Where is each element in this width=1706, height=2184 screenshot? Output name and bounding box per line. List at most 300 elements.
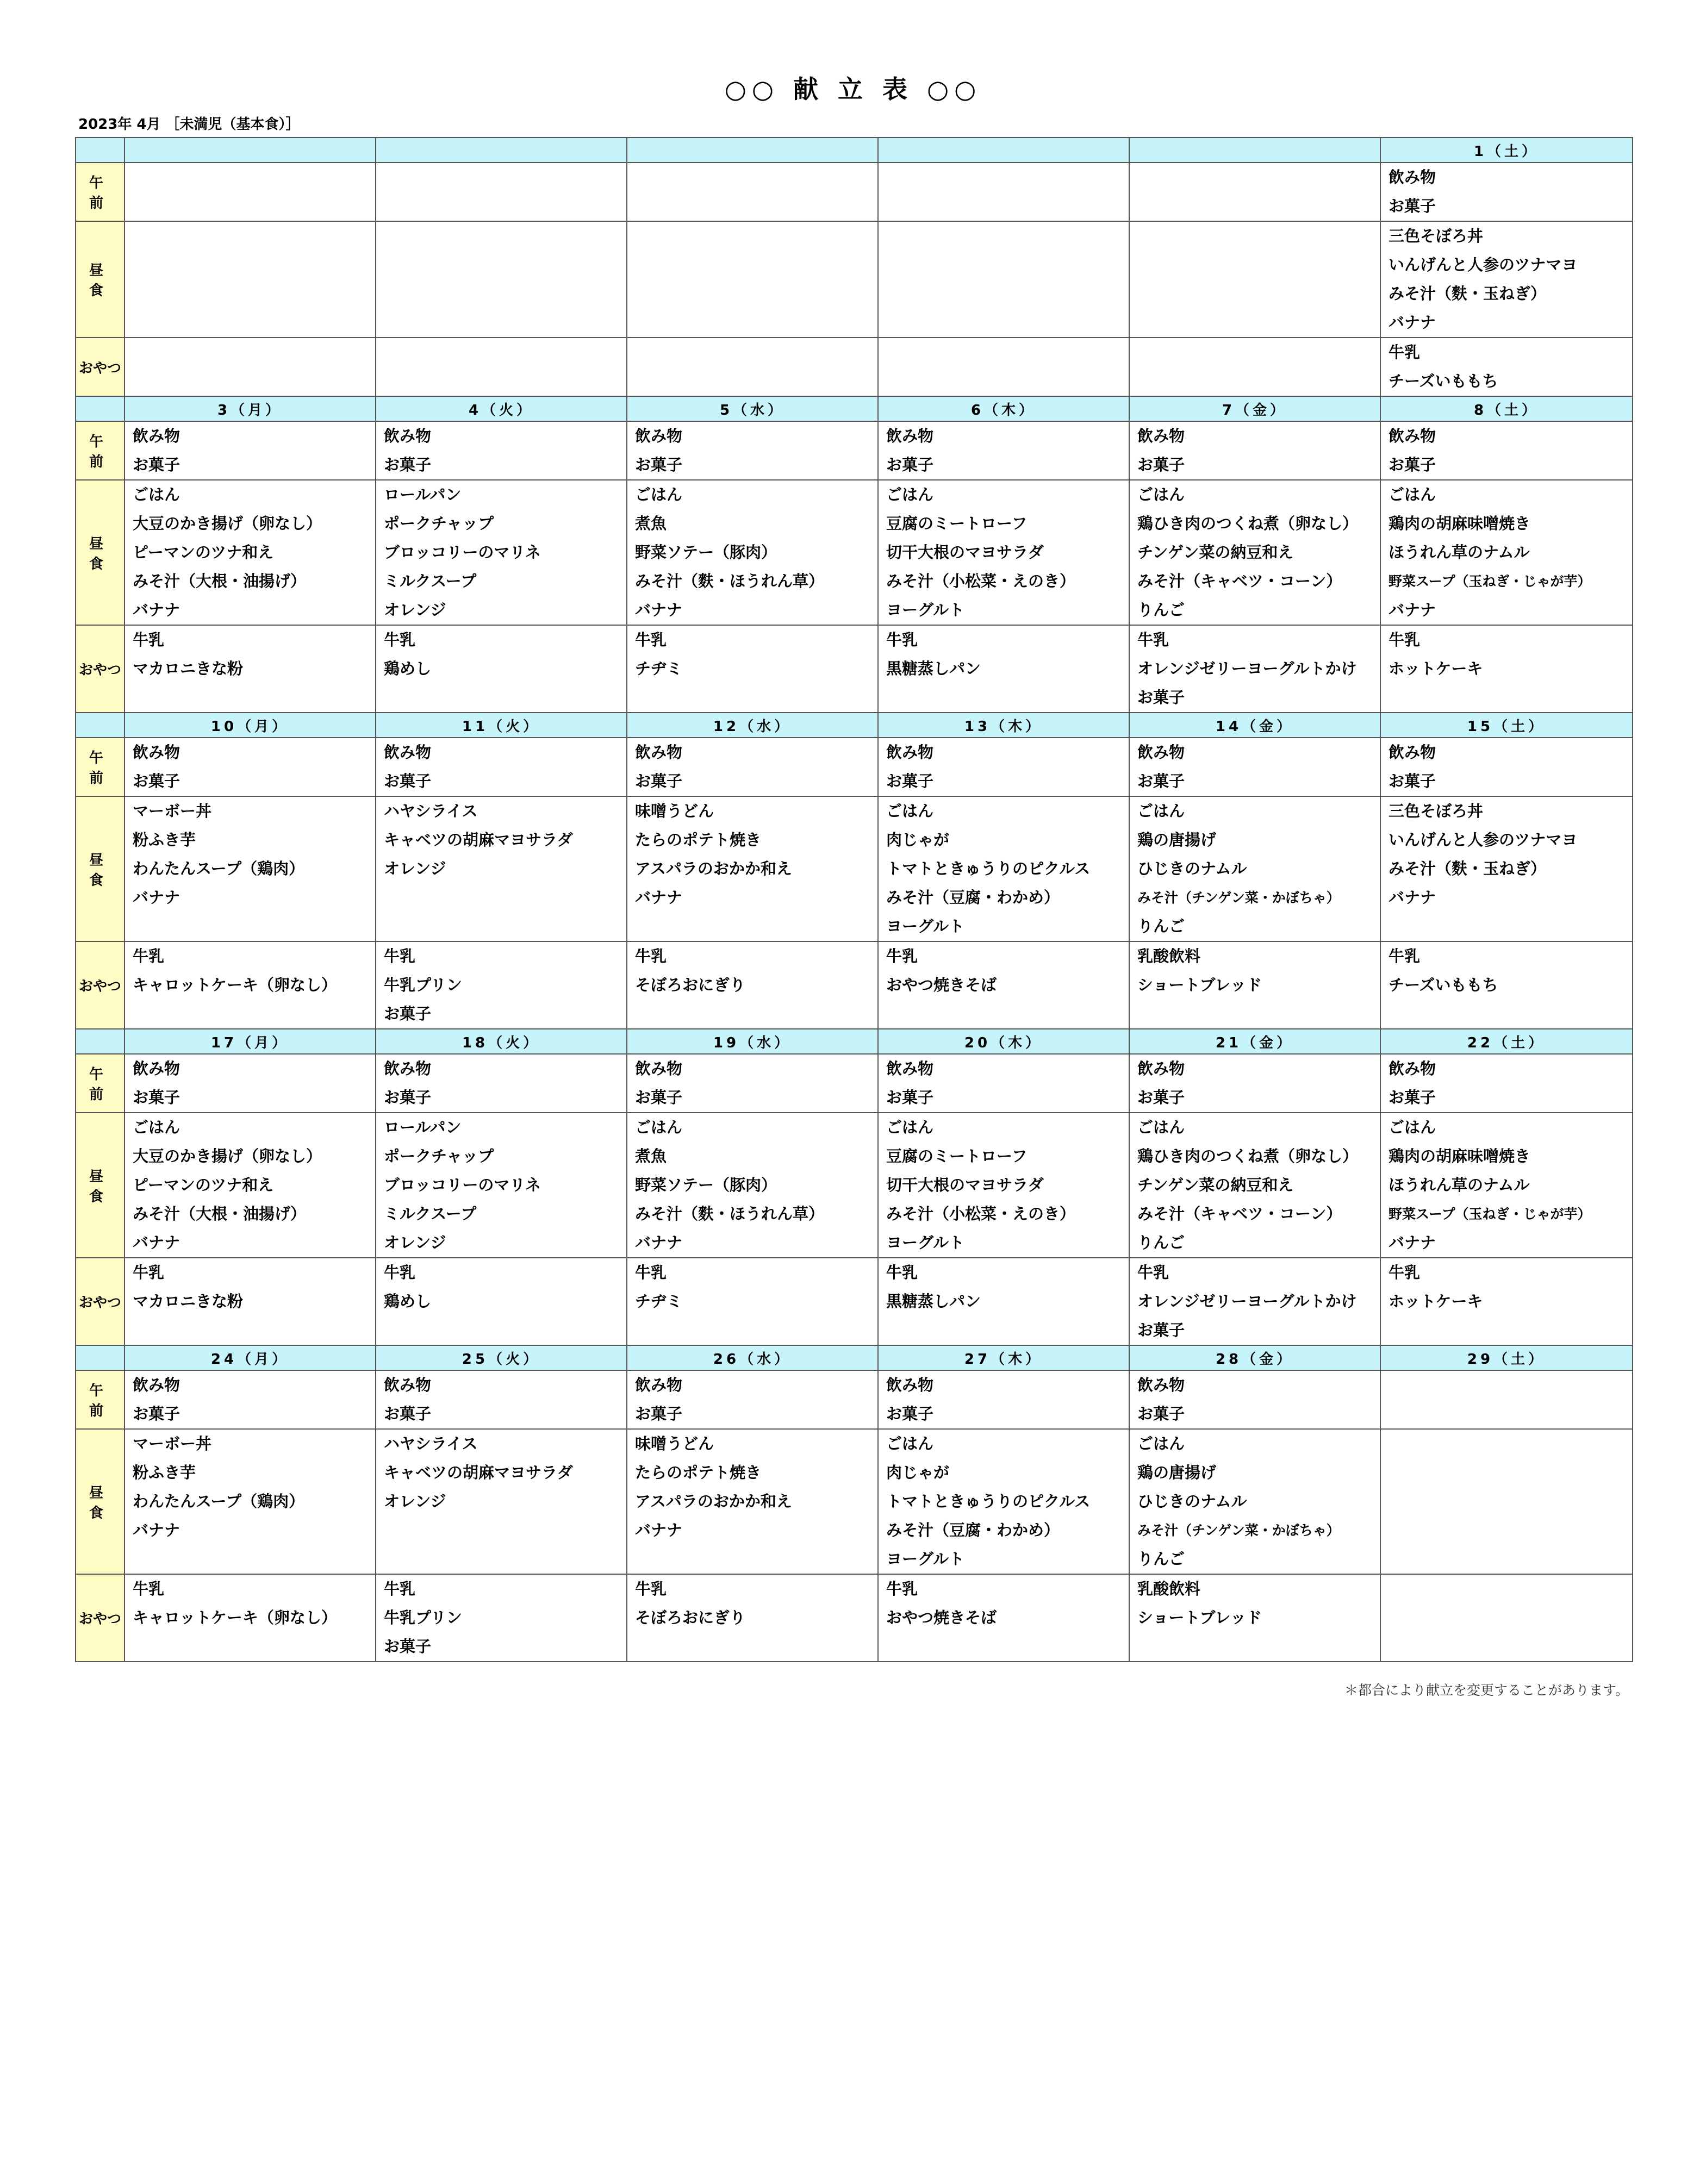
- menu-item: 飲み物: [635, 1059, 683, 1078]
- snack-cell: [124, 625, 376, 713]
- day-date-header: 15（土）: [1380, 713, 1633, 738]
- morning-cell: [124, 421, 376, 480]
- lunch-cell: [627, 1113, 878, 1258]
- menu-item: お菓子: [635, 1405, 683, 1423]
- menu-item: お菓子: [886, 1088, 934, 1107]
- menu-item: 牛乳: [1137, 1263, 1169, 1282]
- snack-cell: [124, 941, 376, 1029]
- lunch-cell: [376, 1113, 627, 1258]
- lunch-cell: [376, 1429, 627, 1574]
- snack-cell: [1380, 338, 1633, 396]
- morning-label-text: 午 前: [89, 750, 111, 787]
- menu-item: 鶏めし: [384, 1292, 432, 1311]
- snack-label-text: おやつ: [78, 662, 121, 678]
- menu-item: 野菜スープ（玉ねぎ・じゃが芋）: [1389, 573, 1591, 589]
- menu-item: お菓子: [133, 1088, 180, 1107]
- menu-item: 飲み物: [133, 743, 180, 762]
- menu-item: バナナ: [635, 888, 683, 907]
- menu-item: バナナ: [133, 1521, 180, 1539]
- morning-cell: [1129, 421, 1380, 480]
- menu-item: 牛乳: [1137, 631, 1169, 649]
- menu-item: お菓子: [1389, 1088, 1436, 1107]
- menu-item: オレンジゼリーヨーグルトかけ: [1137, 659, 1357, 678]
- menu-item: 牛乳: [635, 1580, 667, 1598]
- snack-cell: [1129, 338, 1380, 396]
- menu-item: みそ汁（キャベツ・コーン）: [1137, 1205, 1342, 1223]
- lunch-cell: [627, 1429, 878, 1574]
- menu-item: ごはん: [1389, 1118, 1436, 1137]
- menu-item: チーズいももち: [1389, 372, 1498, 390]
- day-date-header: 20（木）: [878, 1029, 1129, 1054]
- menu-item: バナナ: [133, 1233, 180, 1252]
- morning-label-text: 午 前: [89, 1066, 111, 1103]
- morning-row: [76, 738, 1633, 796]
- menu-item: 飲み物: [886, 1376, 934, 1394]
- lunch-cell: [878, 1113, 1129, 1258]
- menu-item: バナナ: [635, 1521, 683, 1539]
- menu-item: おやつ焼きそば: [886, 976, 997, 994]
- snack-cell: [1129, 941, 1380, 1029]
- snack-cell: [376, 625, 627, 713]
- week-date-row: [76, 1029, 1633, 1054]
- morning-label: [76, 421, 124, 480]
- menu-item: お菓子: [886, 455, 934, 474]
- menu-item: 三色そぼろ丼: [1389, 227, 1484, 245]
- morning-cell: [627, 738, 878, 796]
- menu-item: 野菜ソテー（豚肉）: [635, 1176, 777, 1194]
- snack-label: [76, 941, 124, 1029]
- menu-item: ごはん: [886, 485, 934, 504]
- menu-item: ホットケーキ: [1389, 659, 1483, 678]
- menu-item: お菓子: [635, 1088, 683, 1107]
- menu-item: ハヤシライス: [384, 802, 478, 820]
- week-date-row: [76, 1345, 1633, 1370]
- menu-item: お菓子: [1389, 197, 1436, 215]
- morning-cell: [376, 738, 627, 796]
- menu-item: 飲み物: [133, 1376, 180, 1394]
- snack-cell: [1129, 1574, 1380, 1662]
- snack-label-text: おやつ: [78, 1295, 121, 1311]
- menu-item: 牛乳: [384, 631, 416, 649]
- lunch-cell: [627, 480, 878, 625]
- menu-item: お菓子: [886, 1405, 934, 1423]
- menu-item: 切干大根のマヨサラダ: [886, 1176, 1044, 1194]
- menu-item: 野菜スープ（玉ねぎ・じゃが芋）: [1389, 1206, 1591, 1222]
- snack-cell: [1380, 941, 1633, 1029]
- morning-row: [76, 1054, 1633, 1113]
- menu-item: 飲み物: [384, 743, 432, 762]
- menu-item: 鶏めし: [384, 659, 432, 678]
- menu-item: 牛乳: [384, 1263, 416, 1282]
- snack-cell: [1129, 1258, 1380, 1345]
- lunch-label-text: 昼 食: [89, 1484, 111, 1521]
- menu-item: お菓子: [886, 772, 934, 790]
- lunch-cell: [1380, 1113, 1633, 1258]
- menu-item: たらのポテト焼き: [635, 831, 762, 849]
- menu-item: お菓子: [1389, 455, 1436, 474]
- lunch-cell: [627, 221, 878, 338]
- menu-item: 黒糖蒸しパン: [886, 1292, 981, 1311]
- menu-item: 飲み物: [635, 743, 683, 762]
- menu-item: ホットケーキ: [1389, 1292, 1483, 1311]
- menu-item: りんご: [1137, 1233, 1185, 1252]
- menu-item: お菓子: [1137, 772, 1185, 790]
- snack-cell: [878, 941, 1129, 1029]
- snack-label: [76, 1574, 124, 1662]
- week-date-row: [76, 138, 1633, 163]
- lunch-cell: [1129, 796, 1380, 941]
- lunch-label-text: 昼 食: [89, 263, 111, 299]
- day-date-header: 13（木）: [878, 713, 1129, 738]
- day-date-header: 24（月）: [124, 1345, 376, 1370]
- menu-item: チンゲン菜の納豆和え: [1137, 543, 1294, 561]
- menu-item: ヨーグルト: [886, 917, 965, 935]
- menu-item: 飲み物: [1389, 168, 1436, 186]
- morning-cell: [1129, 1054, 1380, 1113]
- week-date-row: [76, 713, 1633, 738]
- menu-item: 飲み物: [1389, 743, 1436, 762]
- morning-cell: [627, 1054, 878, 1113]
- day-date-header: 10（月）: [124, 713, 376, 738]
- menu-item: ごはん: [1137, 485, 1185, 504]
- lunch-row: [76, 1429, 1633, 1574]
- day-date-header: 12（水）: [627, 713, 878, 738]
- menu-item: キャロットケーキ（卵なし）: [133, 976, 337, 994]
- menu-item: 粉ふき芋: [133, 831, 196, 849]
- day-date-header: 3（月）: [124, 396, 376, 421]
- menu-item: チヂミ: [635, 1292, 683, 1311]
- morning-label: [76, 738, 124, 796]
- lunch-label: [76, 1113, 124, 1258]
- menu-item: ごはん: [1137, 1434, 1185, 1453]
- menu-item: ポークチャップ: [384, 514, 494, 533]
- lunch-cell: [878, 221, 1129, 338]
- lunch-cell: [124, 221, 376, 338]
- lunch-cell: [878, 796, 1129, 941]
- menu-item: 三色そぼろ丼: [1389, 802, 1484, 820]
- day-date-header: 27（木）: [878, 1345, 1129, 1370]
- menu-item: お菓子: [133, 772, 180, 790]
- menu-item: みそ汁（麩・ほうれん草）: [635, 572, 825, 590]
- day-date-header: 19（水）: [627, 1029, 878, 1054]
- menu-item: いんげんと人参のツナマヨ: [1389, 831, 1578, 849]
- menu-item: 牛乳: [133, 1580, 165, 1598]
- menu-item: ごはん: [886, 1118, 934, 1137]
- menu-table: [75, 137, 1633, 1662]
- menu-item: 牛乳プリン: [384, 1608, 462, 1627]
- menu-item: 鶏の唐揚げ: [1137, 831, 1217, 849]
- change-notice: ＊都合により献立を変更することがあります。: [1344, 1682, 1629, 1698]
- day-date-header: [124, 138, 376, 163]
- morning-cell: [124, 1370, 376, 1429]
- menu-item: りんご: [1137, 601, 1185, 619]
- menu-item: お菓子: [635, 455, 683, 474]
- menu-item: バナナ: [1389, 601, 1436, 619]
- morning-label: [76, 1054, 124, 1113]
- morning-cell: [1380, 1370, 1633, 1429]
- snack-label: [76, 338, 124, 396]
- menu-item: ごはん: [133, 485, 180, 504]
- menu-item: バナナ: [1389, 313, 1436, 332]
- menu-item: りんご: [1137, 917, 1185, 935]
- menu-item: ごはん: [1137, 802, 1185, 820]
- day-date-header: 11（火）: [376, 713, 627, 738]
- menu-item: みそ汁（小松菜・えのき）: [886, 1205, 1076, 1223]
- day-date-header: 22（土）: [1380, 1029, 1633, 1054]
- menu-item: ロールパン: [384, 1118, 462, 1137]
- menu-item: ポークチャップ: [384, 1147, 494, 1165]
- menu-item: お菓子: [384, 1405, 432, 1423]
- page-title: ○○ 献 立 表 ○○: [724, 74, 982, 104]
- menu-item: ショートブレッド: [1137, 1608, 1262, 1627]
- morning-label-text: 午 前: [89, 1383, 111, 1419]
- lunch-label-text: 昼 食: [89, 852, 111, 889]
- menu-item: 鶏肉の胡麻味噌焼き: [1389, 514, 1531, 533]
- menu-item: バナナ: [635, 1233, 683, 1252]
- menu-item: 飲み物: [1137, 1059, 1185, 1078]
- morning-cell: [878, 738, 1129, 796]
- menu-item: ひじきのナムル: [1137, 859, 1247, 878]
- menu-item: お菓子: [1137, 455, 1185, 474]
- menu-item: 鶏ひき肉のつくね煮（卵なし）: [1137, 1147, 1359, 1165]
- lunch-cell: [1129, 221, 1380, 338]
- menu-item: ひじきのナムル: [1137, 1492, 1247, 1511]
- menu-item: 粉ふき芋: [133, 1463, 196, 1482]
- morning-row: [76, 163, 1633, 221]
- menu-item: みそ汁（大根・油揚げ）: [133, 572, 307, 590]
- snack-cell: [376, 1574, 627, 1662]
- menu-item: みそ汁（チンゲン菜・かぼちゃ）: [1137, 1522, 1340, 1538]
- menu-item: 豆腐のミートローフ: [886, 1147, 1028, 1165]
- snack-cell: [1129, 625, 1380, 713]
- menu-item: トマトときゅうりのピクルス: [886, 1492, 1091, 1511]
- menu-item: ごはん: [886, 1434, 934, 1453]
- day-date-header: 7（金）: [1129, 396, 1380, 421]
- morning-cell: [1380, 1054, 1633, 1113]
- menu-item: 牛乳: [1389, 1263, 1421, 1282]
- day-date-header: 4（火）: [376, 396, 627, 421]
- snack-cell: [627, 1574, 878, 1662]
- menu-item: オレンジ: [384, 1233, 446, 1252]
- menu-item: バナナ: [1389, 888, 1436, 907]
- menu-item: バナナ: [1389, 1233, 1436, 1252]
- morning-cell: [878, 1370, 1129, 1429]
- menu-item: バナナ: [133, 888, 180, 907]
- menu-item: ごはん: [635, 1118, 683, 1137]
- snack-label: [76, 1258, 124, 1345]
- lunch-cell: [124, 1113, 376, 1258]
- menu-item: オレンジ: [384, 1492, 446, 1511]
- menu-item: ヨーグルト: [886, 601, 965, 619]
- menu-item: 飲み物: [886, 427, 934, 445]
- menu-item: みそ汁（チンゲン菜・かぼちゃ）: [1137, 890, 1340, 906]
- morning-cell: [878, 163, 1129, 221]
- lunch-cell: [1380, 1429, 1633, 1574]
- menu-item: トマトときゅうりのピクルス: [886, 859, 1091, 878]
- morning-cell: [1129, 738, 1380, 796]
- menu-item: お菓子: [1137, 1088, 1185, 1107]
- menu-item: そぼろおにぎり: [635, 976, 746, 994]
- menu-item: 味噌うどん: [635, 802, 714, 820]
- menu-item: お菓子: [133, 1405, 180, 1423]
- menu-item: みそ汁（麩・玉ねぎ）: [1389, 859, 1547, 878]
- menu-period-subtitle: 2023年 4月 ［未満児（基本食）］: [78, 116, 300, 133]
- snack-label: [76, 625, 124, 713]
- menu-item: アスパラのおかか和え: [635, 859, 792, 878]
- menu-item: ピーマンのツナ和え: [133, 543, 274, 561]
- menu-item: ほうれん草のナムル: [1389, 543, 1530, 561]
- menu-item: ハヤシライス: [384, 1434, 478, 1453]
- morning-cell: [627, 1370, 878, 1429]
- day-date-header: 25（火）: [376, 1345, 627, 1370]
- menu-item: マカロニきな粉: [133, 1292, 244, 1311]
- snack-row: [76, 338, 1633, 396]
- morning-row: [76, 1370, 1633, 1429]
- menu-item: 牛乳: [133, 631, 165, 649]
- menu-item: お菓子: [1137, 1405, 1185, 1423]
- morning-cell: [878, 1054, 1129, 1113]
- day-date-header: 26（水）: [627, 1345, 878, 1370]
- snack-cell: [1380, 1258, 1633, 1345]
- menu-item: みそ汁（麩・玉ねぎ）: [1389, 284, 1547, 303]
- menu-item: お菓子: [635, 772, 683, 790]
- lunch-row: [76, 480, 1633, 625]
- morning-label-text: 午 前: [89, 175, 111, 211]
- menu-item: 牛乳: [384, 1580, 416, 1598]
- morning-cell: [124, 1054, 376, 1113]
- menu-item: ブロッコリーのマリネ: [384, 1176, 541, 1194]
- menu-item: ピーマンのツナ和え: [133, 1176, 274, 1194]
- menu-item: オレンジ: [384, 859, 446, 878]
- snack-cell: [878, 1574, 1129, 1662]
- snack-cell: [376, 1258, 627, 1345]
- menu-item: 牛乳: [886, 947, 918, 965]
- menu-item: 飲み物: [1137, 1376, 1185, 1394]
- menu-item: ヨーグルト: [886, 1550, 965, 1568]
- lunch-cell: [878, 1429, 1129, 1574]
- morning-row: [76, 421, 1633, 480]
- snack-label-text: おやつ: [78, 360, 121, 377]
- menu-item: 乳酸飲料: [1137, 1580, 1201, 1598]
- menu-item: 鶏肉の胡麻味噌焼き: [1389, 1147, 1531, 1165]
- lunch-cell: [1129, 480, 1380, 625]
- snack-cell: [376, 941, 627, 1029]
- day-date-header: [1129, 138, 1380, 163]
- snack-cell: [627, 1258, 878, 1345]
- menu-item: 切干大根のマヨサラダ: [886, 543, 1044, 561]
- menu-item: 味噌うどん: [635, 1434, 714, 1453]
- day-date-header: [376, 138, 627, 163]
- menu-item: 豆腐のミートローフ: [886, 514, 1028, 533]
- snack-cell: [878, 625, 1129, 713]
- menu-item: 牛乳: [133, 1263, 165, 1282]
- menu-item: ごはん: [1389, 485, 1436, 504]
- menu-item: 鶏ひき肉のつくね煮（卵なし）: [1137, 514, 1359, 533]
- morning-cell: [376, 163, 627, 221]
- menu-item: 飲み物: [635, 427, 683, 445]
- snack-cell: [627, 338, 878, 396]
- menu-item: 飲み物: [886, 1059, 934, 1078]
- menu-item: お菓子: [384, 1004, 432, 1023]
- morning-cell: [627, 163, 878, 221]
- menu-item: いんげんと人参のツナマヨ: [1389, 255, 1578, 274]
- menu-item: 飲み物: [635, 1376, 683, 1394]
- morning-cell: [124, 163, 376, 221]
- menu-item: ロールパン: [384, 485, 462, 504]
- day-date-header: 8（土）: [1380, 396, 1633, 421]
- snack-cell: [376, 338, 627, 396]
- menu-item: ほうれん草のナムル: [1389, 1176, 1530, 1194]
- lunch-cell: [878, 480, 1129, 625]
- menu-item: みそ汁（大根・油揚げ）: [133, 1205, 307, 1223]
- lunch-cell: [124, 796, 376, 941]
- menu-item: 煮魚: [635, 1147, 667, 1165]
- menu-item: お菓子: [1389, 772, 1436, 790]
- menu-item: バナナ: [133, 601, 180, 619]
- lunch-cell: [1129, 1113, 1380, 1258]
- menu-item: 牛乳: [886, 1263, 918, 1282]
- menu-item: バナナ: [635, 601, 683, 619]
- snack-row: [76, 941, 1633, 1029]
- menu-item: 飲み物: [133, 1059, 180, 1078]
- menu-item: 大豆のかき揚げ（卵なし）: [133, 514, 322, 533]
- menu-item: 牛乳: [886, 631, 918, 649]
- week-date-row: [76, 396, 1633, 421]
- menu-item: 飲み物: [886, 743, 934, 762]
- menu-item: 煮魚: [635, 514, 667, 533]
- menu-item: りんご: [1137, 1550, 1185, 1568]
- lunch-label-text: 昼 食: [89, 1168, 111, 1205]
- menu-item: ごはん: [133, 1118, 180, 1137]
- morning-cell: [1129, 1370, 1380, 1429]
- menu-item: ごはん: [1137, 1118, 1185, 1137]
- lunch-cell: [627, 796, 878, 941]
- menu-item: キャベツの胡麻マヨサラダ: [384, 831, 573, 849]
- snack-cell: [124, 338, 376, 396]
- menu-item: みそ汁（豆腐・わかめ）: [886, 888, 1060, 907]
- menu-item: 黒糖蒸しパン: [886, 659, 981, 678]
- day-date-header: 17（月）: [124, 1029, 376, 1054]
- lunch-row: [76, 221, 1633, 338]
- lunch-cell: [124, 480, 376, 625]
- day-date-header: 1（土）: [1380, 138, 1633, 163]
- morning-cell: [124, 738, 376, 796]
- menu-item: 野菜ソテー（豚肉）: [635, 543, 777, 561]
- lunch-label: [76, 1429, 124, 1574]
- menu-item: 飲み物: [384, 427, 432, 445]
- menu-item: マーボー丼: [133, 802, 212, 820]
- menu-item: 牛乳: [1389, 631, 1421, 649]
- menu-item: ごはん: [886, 802, 934, 820]
- lunch-label: [76, 796, 124, 941]
- menu-item: ブロッコリーのマリネ: [384, 543, 541, 561]
- menu-item: ごはん: [635, 485, 683, 504]
- morning-cell: [376, 421, 627, 480]
- menu-item: アスパラのおかか和え: [635, 1492, 792, 1511]
- menu-item: 飲み物: [1389, 427, 1436, 445]
- day-date-header: 6（木）: [878, 396, 1129, 421]
- day-date-header: 14（金）: [1129, 713, 1380, 738]
- day-date-header: [627, 138, 878, 163]
- menu-item: わんたんスープ（鶏肉）: [133, 1492, 305, 1511]
- morning-label: [76, 1370, 124, 1429]
- menu-item: 飲み物: [1389, 1059, 1436, 1078]
- lunch-label-text: 昼 食: [89, 535, 111, 572]
- menu-item: 飲み物: [384, 1376, 432, 1394]
- menu-item: 飲み物: [1137, 427, 1185, 445]
- lunch-row: [76, 1113, 1633, 1258]
- menu-item: 牛乳: [1389, 343, 1421, 361]
